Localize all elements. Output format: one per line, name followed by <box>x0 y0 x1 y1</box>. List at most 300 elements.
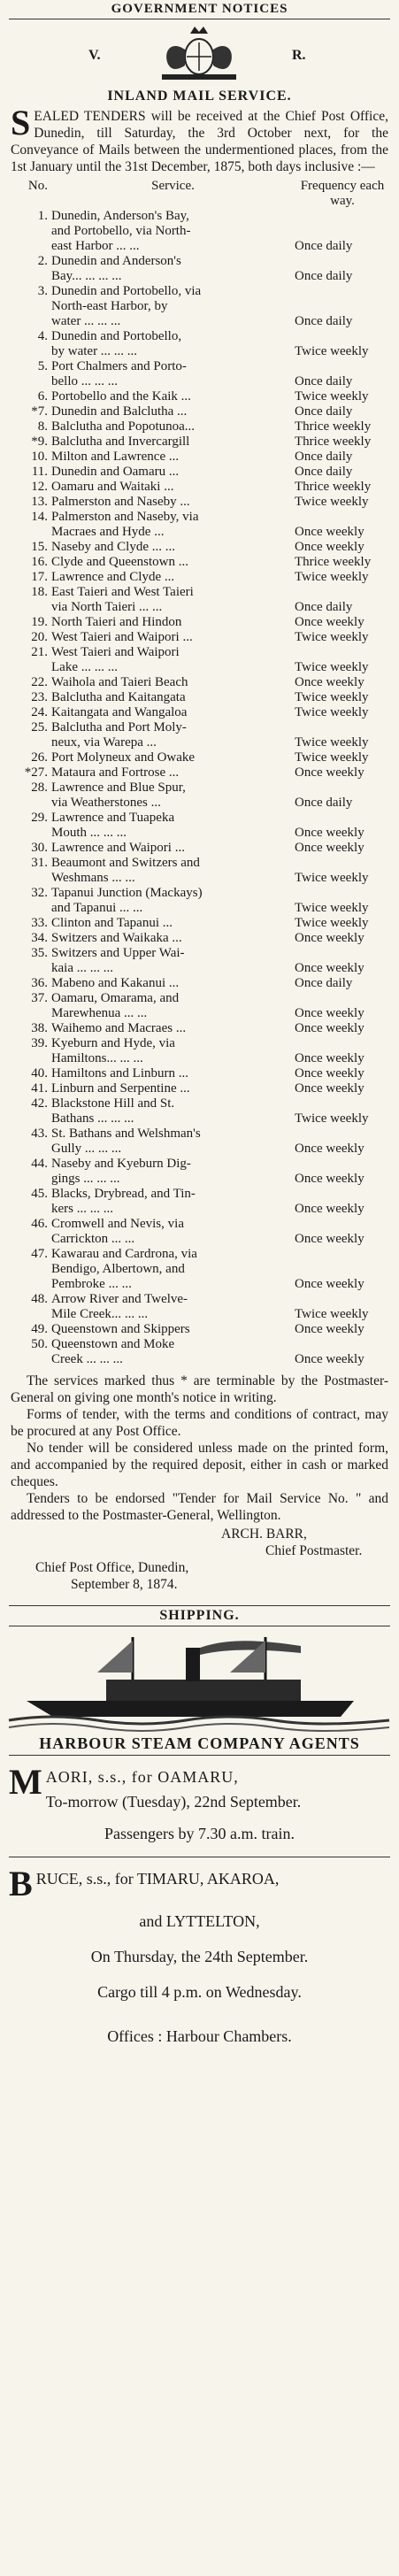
service-frequency: Once weekly <box>295 540 364 554</box>
table-row <box>9 555 390 570</box>
section-header: GOVERNMENT NOTICES <box>111 2 288 16</box>
service-number: 33. <box>31 916 48 930</box>
service-number: 12. <box>31 480 48 494</box>
signature-name: ARCH. BARR, <box>221 1526 307 1542</box>
service-frequency: Twice weekly <box>295 1307 369 1321</box>
service-frequency: Once weekly <box>295 615 364 629</box>
table-row <box>9 1337 390 1352</box>
table-row <box>9 1352 390 1367</box>
table-row <box>9 450 390 465</box>
service-frequency: Twice weekly <box>295 389 369 404</box>
steamship-icon <box>0 1628 399 1734</box>
table-row <box>9 284 390 299</box>
service-frequency: Once daily <box>295 374 353 388</box>
service-route: Weshmans ... ... <box>51 871 135 885</box>
service-route: Mataura and Fortrose ... <box>51 765 180 780</box>
service-number <box>9 525 51 540</box>
table-row <box>9 1081 390 1096</box>
service-frequency: Twice weekly <box>295 690 369 704</box>
service-frequency: Once weekly <box>295 675 364 689</box>
table-row <box>9 961 390 976</box>
service-number: 4. <box>37 329 48 343</box>
table-row <box>9 1322 390 1337</box>
service-frequency <box>295 1217 390 1232</box>
service-number <box>9 826 51 841</box>
table-row <box>9 1172 390 1187</box>
table-row <box>9 796 390 811</box>
crest-letter-r: R. <box>292 48 306 63</box>
service-route: Arrow River and Twelve- <box>51 1292 188 1306</box>
service-route: Lawrence and Waipori ... <box>51 841 185 855</box>
service-number: 42. <box>31 1096 48 1111</box>
service-number: 14. <box>31 510 48 524</box>
service-number <box>9 961 51 976</box>
service-route: east Harbor ... ... <box>51 239 140 253</box>
service-frequency <box>295 329 390 344</box>
service-frequency <box>295 224 390 239</box>
service-number <box>9 299 51 314</box>
table-row <box>9 329 390 344</box>
table-row <box>9 1187 390 1202</box>
table-row <box>9 314 390 329</box>
service-route: kaia ... ... ... <box>51 961 113 975</box>
service-number: 32. <box>31 886 48 900</box>
service-number <box>9 1262 51 1277</box>
table-row <box>9 1111 390 1127</box>
service-frequency: Once weekly <box>295 765 364 780</box>
bruce-line-2: and LYTTELTON, <box>139 1912 260 1930</box>
service-number: 17. <box>31 570 48 584</box>
service-frequency <box>295 299 390 314</box>
service-route: Beaumont and Switzers and <box>51 856 200 870</box>
col-no: No. <box>27 179 48 193</box>
service-route: Queenstown and Moke <box>51 1337 175 1351</box>
service-route: Dunedin and Oamaru ... <box>51 465 180 479</box>
service-number <box>9 1277 51 1292</box>
service-frequency: Twice weekly <box>295 344 369 358</box>
table-row <box>9 495 390 510</box>
service-number <box>9 1232 51 1247</box>
service-route: via North Taieri ... ... <box>51 600 163 614</box>
service-route: Bendigo, Albertown, and <box>51 1262 185 1276</box>
drop-cap: M <box>9 1765 42 1802</box>
service-number: *27. <box>24 765 48 780</box>
table-row <box>9 1292 390 1307</box>
service-number <box>9 1307 51 1322</box>
service-number <box>9 1142 51 1157</box>
service-frequency: Twice weekly <box>295 901 369 915</box>
table-row <box>9 765 390 780</box>
service-frequency: Twice weekly <box>295 916 369 930</box>
table-row <box>9 1307 390 1322</box>
service-frequency: Twice weekly <box>295 660 369 674</box>
table-row <box>9 720 390 735</box>
divider <box>9 1755 390 1756</box>
service-route: Port Chalmers and Porto- <box>51 359 187 373</box>
table-row <box>9 826 390 841</box>
service-number <box>9 796 51 811</box>
agents-heading: HARBOUR STEAM COMPANY AGENTS <box>39 1734 360 1752</box>
table-row <box>9 600 390 615</box>
service-route: Carrickton ... ... <box>51 1232 135 1246</box>
service-frequency: Once weekly <box>295 1006 364 1020</box>
service-route: Waihola and Taieri Beach <box>51 675 188 689</box>
service-route: kers ... ... ... <box>51 1202 113 1216</box>
table-row <box>9 1247 390 1262</box>
service-route: Blackstone Hill and St. <box>51 1096 175 1111</box>
service-number <box>9 1111 51 1127</box>
service-frequency: Once daily <box>295 450 353 464</box>
service-number: 23. <box>31 690 48 704</box>
service-route: neux, via Warepa ... <box>51 735 157 750</box>
service-number: 22. <box>31 675 48 689</box>
service-route: Pembroke ... ... <box>51 1277 132 1291</box>
table-row <box>9 1006 390 1021</box>
table-row <box>9 299 390 314</box>
service-number: 36. <box>31 976 48 990</box>
table-row <box>9 239 390 254</box>
service-number: 1. <box>37 209 48 223</box>
table-row <box>9 570 390 585</box>
table-row <box>9 404 390 419</box>
service-route: Mile Creek... ... ... <box>51 1307 149 1321</box>
service-frequency <box>295 1157 390 1172</box>
service-route: Cromwell and Nevis, via <box>51 1217 184 1231</box>
service-frequency <box>295 1292 390 1307</box>
service-number: 18. <box>31 585 48 599</box>
service-frequency <box>295 510 390 525</box>
service-frequency <box>295 946 390 961</box>
table-row <box>9 1127 390 1142</box>
bruce-line-4: Cargo till 4 p.m. on Wednesday. <box>97 1983 302 2001</box>
service-frequency <box>295 1337 390 1352</box>
service-frequency: Once daily <box>295 404 353 419</box>
service-frequency: Twice weekly <box>295 630 369 644</box>
notice-paragraph: Tenders to be endorsed "Tender for Mail Service No. " and addressed to the Postmaster-General, Wellington. <box>11 1491 388 1523</box>
table-row <box>9 660 390 675</box>
service-number: 6. <box>37 389 48 404</box>
service-frequency <box>295 1247 390 1262</box>
service-frequency: Thrice weekly <box>295 480 372 494</box>
service-frequency: Once weekly <box>295 961 364 975</box>
service-number <box>9 374 51 389</box>
notice-paragraph: No tender will be considered unless made on the printed form, and accompanied by the required deposit, either in cash or marked cheques. <box>11 1441 388 1489</box>
table-row <box>9 780 390 796</box>
service-route: water ... ... ... <box>51 314 121 328</box>
royal-coat-of-arms-icon <box>146 23 252 83</box>
service-frequency: Once weekly <box>295 931 364 945</box>
service-frequency <box>295 1262 390 1277</box>
table-row <box>9 1096 390 1111</box>
service-route: Switzers and Waikaka ... <box>51 931 182 945</box>
service-route: Palmerston and Naseby ... <box>51 495 190 509</box>
table-row <box>9 389 390 404</box>
service-route: Dunedin and Balclutha ... <box>51 404 188 419</box>
table-row <box>9 359 390 374</box>
service-number: 40. <box>31 1066 48 1080</box>
service-number: 11. <box>31 465 48 479</box>
bruce-line-1: RUCE, s.s., for TIMARU, AKAROA, <box>35 1870 280 1888</box>
table-row <box>9 841 390 856</box>
service-frequency: Thrice weekly <box>295 434 372 449</box>
table-row <box>9 630 390 645</box>
service-frequency: Once weekly <box>295 826 364 840</box>
service-frequency <box>295 991 390 1006</box>
service-number: 8. <box>37 419 48 434</box>
maori-advert <box>9 1765 390 1846</box>
service-frequency <box>295 1036 390 1051</box>
service-route: Oamaru and Waitaki ... <box>51 480 174 494</box>
service-route: Bay... ... ... ... <box>51 269 122 283</box>
service-frequency: Twice weekly <box>295 495 369 509</box>
service-route: West Taieri and Waipori ... <box>51 630 193 644</box>
service-route: Gully ... ... ... <box>51 1142 122 1156</box>
service-frequency <box>295 780 390 796</box>
service-number <box>9 1352 51 1367</box>
service-frequency: Thrice weekly <box>295 419 372 434</box>
service-number: 43. <box>31 1127 48 1141</box>
table-row <box>9 1202 390 1217</box>
service-number: 39. <box>31 1036 48 1050</box>
service-number: 41. <box>31 1081 48 1096</box>
table-row <box>9 1217 390 1232</box>
service-route: Balclutha and Port Moly- <box>51 720 187 734</box>
table-row <box>9 991 390 1006</box>
service-number: 26. <box>31 750 48 765</box>
signature-role: Chief Postmaster. <box>265 1543 363 1558</box>
crest-letter-v: V. <box>88 48 101 63</box>
service-frequency: Twice weekly <box>295 750 369 765</box>
service-number: 31. <box>31 856 48 870</box>
service-route: Palmerston and Naseby, via <box>51 510 199 524</box>
table-row <box>9 344 390 359</box>
service-number: 38. <box>31 1021 48 1035</box>
service-route: Port Molyneux and Owake <box>51 750 196 765</box>
service-frequency: Twice weekly <box>295 1111 369 1126</box>
service-route: Switzers and Upper Wai- <box>51 946 185 960</box>
table-row <box>9 254 390 269</box>
service-number <box>9 269 51 284</box>
table-row <box>9 1021 390 1036</box>
service-number <box>9 344 51 359</box>
service-frequency <box>295 209 390 224</box>
service-number: *7. <box>31 404 48 419</box>
service-route: by water ... ... ... <box>51 344 138 358</box>
service-route: Marewhenua ... ... <box>51 1006 148 1020</box>
service-number <box>9 224 51 239</box>
service-route: Tapanui Junction (Mackays) <box>51 886 203 900</box>
service-number <box>9 314 51 329</box>
service-frequency <box>295 720 390 735</box>
table-row <box>9 434 390 450</box>
service-route: Lawrence and Clyde ... <box>51 570 175 584</box>
service-frequency <box>295 254 390 269</box>
service-route: Balclutha and Popotunoa... <box>51 419 196 434</box>
service-number <box>9 1006 51 1021</box>
service-frequency <box>295 856 390 871</box>
service-route: North Taieri and Hindon <box>51 615 182 629</box>
service-route: Milton and Lawrence ... <box>51 450 180 464</box>
service-frequency: Twice weekly <box>295 570 369 584</box>
drop-cap: B <box>9 1866 33 1902</box>
maori-line-2: To-morrow (Tuesday), 22nd September. <box>45 1793 302 1811</box>
service-number: 47. <box>31 1247 48 1261</box>
service-frequency: Once daily <box>295 796 353 810</box>
table-row <box>9 976 390 991</box>
table-row <box>9 931 390 946</box>
service-route: and Tapanui ... ... <box>51 901 143 915</box>
table-row <box>9 1157 390 1172</box>
service-number <box>9 1202 51 1217</box>
service-number: 29. <box>31 811 48 825</box>
service-route: Macraes and Hyde ... <box>51 525 165 539</box>
service-number: 16. <box>31 555 48 569</box>
maori-line-1: AORI, s.s., for OAMARU, <box>45 1768 239 1786</box>
service-frequency: Once weekly <box>295 841 364 855</box>
service-number: 35. <box>31 946 48 960</box>
intro-paragraph <box>11 103 388 175</box>
service-frequency: Twice weekly <box>295 735 369 750</box>
table-row <box>9 224 390 239</box>
table-row <box>9 525 390 540</box>
table-row <box>9 585 390 600</box>
service-route: Dunedin, Anderson's Bay, <box>51 209 189 223</box>
service-number <box>9 1172 51 1187</box>
table-row <box>9 690 390 705</box>
service-number: 37. <box>31 991 48 1005</box>
service-frequency: Once weekly <box>295 1142 364 1156</box>
service-route: and Portobello, via North- <box>51 224 191 238</box>
service-frequency: Once weekly <box>295 1322 364 1336</box>
table-row <box>9 916 390 931</box>
service-route: Mouth ... ... ... <box>51 826 127 840</box>
service-frequency <box>295 359 390 374</box>
service-number <box>9 735 51 750</box>
service-number: 24. <box>31 705 48 719</box>
service-route: Portobello and the Kaik ... <box>51 389 191 404</box>
table-row <box>9 1066 390 1081</box>
service-route: Mabeno and Kakanui ... <box>51 976 180 990</box>
table-row <box>9 901 390 916</box>
table-row <box>9 871 390 886</box>
service-route: Naseby and Clyde ... ... <box>51 540 175 554</box>
service-number: 45. <box>31 1187 48 1201</box>
table-row <box>9 1036 390 1051</box>
service-number: 49. <box>31 1322 48 1336</box>
service-frequency: Once daily <box>295 269 353 283</box>
table-row <box>9 510 390 525</box>
table-row <box>9 1232 390 1247</box>
service-route: gings ... ... ... <box>51 1172 120 1186</box>
service-number: 46. <box>31 1217 48 1231</box>
table-row <box>9 465 390 480</box>
service-frequency <box>295 811 390 826</box>
service-route: Hamiltons and Linburn ... <box>51 1066 188 1080</box>
table-row <box>9 540 390 555</box>
service-frequency <box>295 886 390 901</box>
table-row <box>9 269 390 284</box>
service-route: Oamaru, Omarama, and <box>51 991 180 1005</box>
table-row <box>9 615 390 630</box>
service-route: Queenstown and Skippers <box>51 1322 190 1336</box>
service-route: Linburn and Serpentine ... <box>51 1081 190 1096</box>
service-route: Balclutha and Invercargill <box>51 434 190 449</box>
table-row <box>9 705 390 720</box>
service-route: Kawarau and Cardrona, via <box>51 1247 197 1261</box>
service-number: 50. <box>31 1337 48 1351</box>
intro-text: EALED TENDERS will be received at the Chief Post Office, Dunedin, till Saturday, the 3rd October next, for the Conveyance of Mails between the undermentioned places, from the 1st January until the 31st December, 1875, both days inclusive :— <box>11 109 388 174</box>
table-row <box>9 750 390 765</box>
service-route: Blacks, Drybread, and Tin- <box>51 1187 196 1201</box>
divider <box>9 1605 390 1606</box>
service-frequency <box>295 1187 390 1202</box>
service-frequency: Once weekly <box>295 1202 364 1216</box>
service-frequency: Once weekly <box>295 1352 364 1366</box>
service-route: Clinton and Tapanui ... <box>51 916 173 930</box>
service-number: 15. <box>31 540 48 554</box>
table-row <box>9 946 390 961</box>
service-number: 34. <box>31 931 48 945</box>
col-service: Service. <box>151 179 195 193</box>
table-row <box>9 856 390 871</box>
service-route: Clyde and Queenstown ... <box>51 555 188 569</box>
service-frequency <box>295 585 390 600</box>
service-number: 44. <box>31 1157 48 1171</box>
service-number: 21. <box>31 645 48 659</box>
service-number <box>9 1051 51 1066</box>
service-number: 5. <box>37 359 48 373</box>
table-row <box>9 675 390 690</box>
service-route: Bathans ... ... ... <box>51 1111 134 1126</box>
service-frequency <box>295 645 390 660</box>
table-row <box>9 209 390 224</box>
service-route: Dunedin and Portobello, <box>51 329 182 343</box>
service-route: Balclutha and Kaitangata <box>51 690 186 704</box>
service-frequency <box>295 284 390 299</box>
notice-paragraphs <box>0 1373 399 1524</box>
service-number <box>9 239 51 254</box>
table-row <box>9 811 390 826</box>
bruce-line-3: On Thursday, the 24th September. <box>90 1948 309 1965</box>
table-row <box>9 1142 390 1157</box>
table-header-row <box>9 179 390 209</box>
service-route: Dunedin and Anderson's <box>51 254 181 268</box>
signature-place: Chief Post Office, Dunedin, <box>35 1560 189 1575</box>
table-row <box>9 1262 390 1277</box>
service-route: Lawrence and Tuapeka <box>51 811 175 825</box>
service-route: North-east Harbor, by <box>51 299 168 313</box>
steamship-illustration <box>0 1628 399 1734</box>
service-frequency: Once daily <box>295 600 353 614</box>
service-route: Naseby and Kyeburn Dig- <box>51 1157 191 1171</box>
table-row <box>9 419 390 434</box>
service-route: Waihemo and Macraes ... <box>51 1021 187 1035</box>
notice-paragraph: The services marked thus * are terminable by the Postmaster-General on giving one month's notice in writing. <box>11 1373 388 1405</box>
service-frequency: Once weekly <box>295 1051 364 1065</box>
service-frequency <box>295 1127 390 1142</box>
service-route: via Weatherstones ... <box>51 796 161 810</box>
service-number: 48. <box>31 1292 48 1306</box>
service-frequency: Once weekly <box>295 1232 364 1246</box>
service-route: West Taieri and Waipori <box>51 645 180 659</box>
service-number: 20. <box>31 630 48 644</box>
service-frequency: Once weekly <box>295 525 364 539</box>
maori-line-3: Passengers by 7.30 a.m. train. <box>104 1825 295 1842</box>
service-number <box>9 871 51 886</box>
signature-block <box>0 1526 399 1593</box>
service-route: Hamiltons... ... ... <box>51 1051 143 1065</box>
service-number: *9. <box>31 434 48 449</box>
